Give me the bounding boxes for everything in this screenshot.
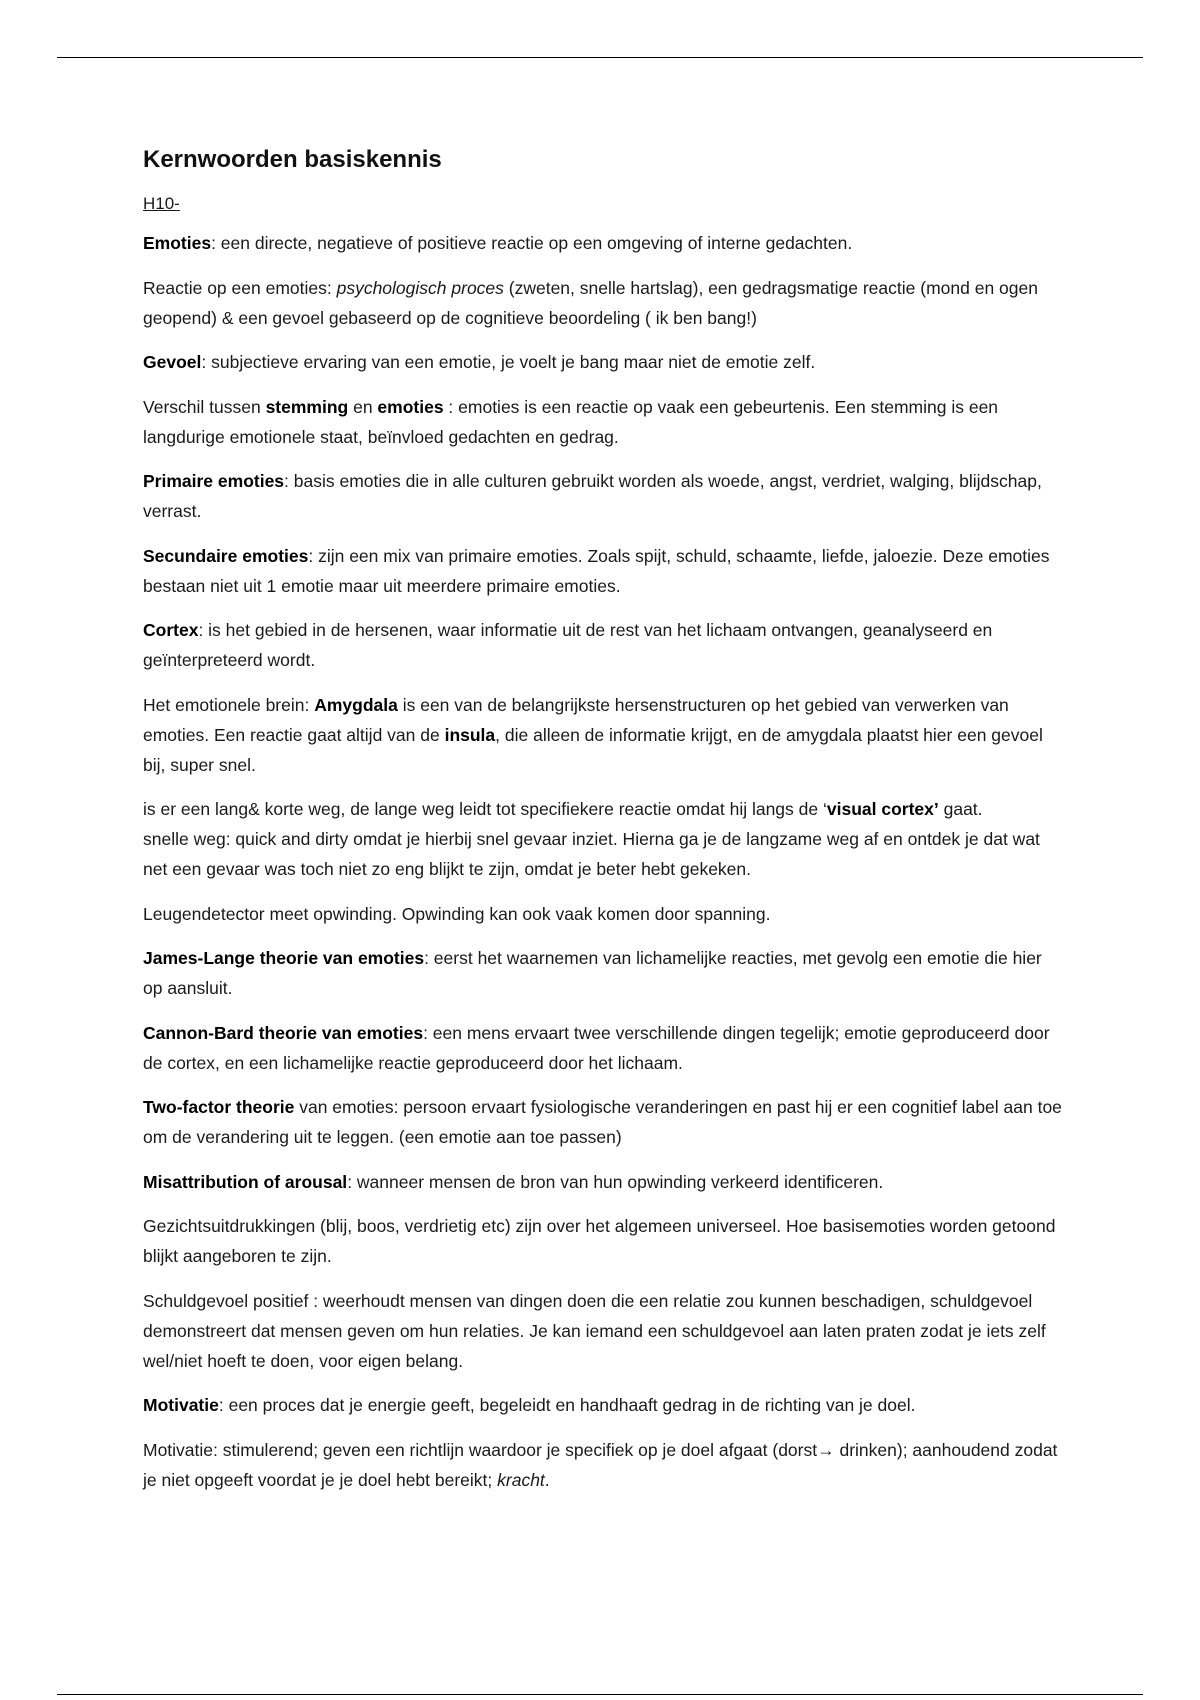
- paragraph-text: (zweten, snelle hartslag), een gedragsmatige reactie (mond en ogen geopend) & een gevoel gebaseerd op de cognitieve beoordeling ( ik ben bang!): [143, 277, 1038, 328]
- paragraph: [143, 228, 1063, 258]
- paragraph: [143, 1092, 1063, 1152]
- bold-term: Motivatie: [143, 1395, 219, 1415]
- paragraph: [143, 943, 1063, 1003]
- bold-term: insula: [444, 724, 496, 745]
- bold-term: Misattribution of arousal: [143, 1171, 348, 1192]
- paragraph-text: : emoties is een reactie op vaak een gebeurtenis. Een stemming is een langdurige emotionele staat, beïnvloed gedachten en gedrag.: [143, 396, 999, 447]
- bold-term: Gevoel: [143, 352, 202, 372]
- paragraph-text: van emoties: persoon ervaart fysiologische veranderingen en past hij er een cognitief label aan toe om de verandering uit te leggen. (een emotie aan toe passen): [143, 1097, 1062, 1147]
- paragraph: [143, 1167, 1063, 1197]
- paragraph-text: : zijn een mix van primaire emoties. Zoals spijt, schuld, schaamte, liefde, jaloezie. Deze emoties bestaan niet uit 1 emotie maar uit meerdere primaire emoties.: [143, 545, 1050, 596]
- chapter-label: H10-: [143, 194, 180, 213]
- paragraph: [143, 347, 1063, 377]
- bold-term: Emoties: [143, 233, 212, 253]
- bold-term: Secundaire emoties: [143, 545, 309, 566]
- paragraph: [143, 1435, 1063, 1495]
- document-body: [143, 144, 1063, 1509]
- bold-term: Two-factor theorie: [143, 1097, 295, 1117]
- paragraph-text: is een van de belangrijkste hersenstructuren op het gebied van verwerken van emoties. Een reactie gaat altijd van de: [143, 694, 1009, 745]
- paragraph: [143, 466, 1063, 526]
- paragraph-text: : wanneer mensen de bron van hun opwinding verkeerd identificeren.: [347, 1171, 884, 1192]
- paragraph-text: Het emotionele brein:: [143, 694, 315, 715]
- paragraph: [143, 690, 1063, 780]
- paragraph: [143, 824, 1063, 884]
- paragraph-list: [143, 228, 1063, 1495]
- bold-term: James-Lange theorie van emoties: [143, 948, 425, 968]
- page-top-rule: [57, 57, 1143, 58]
- bold-term: stemming: [265, 396, 349, 417]
- paragraph-text: , die alleen de informatie krijgt, en de amygdala plaatst hier een gevoel bij, super snel.: [143, 724, 1043, 775]
- paragraph-text: Leugendetector meet opwinding. Opwinding kan ook vaak komen door spanning.: [143, 903, 771, 924]
- paragraph-text: gaat.: [938, 799, 983, 819]
- bold-term: Cortex: [143, 620, 199, 640]
- bold-term: Primaire emoties: [143, 471, 285, 491]
- paragraph: [143, 1390, 1063, 1420]
- paragraph: [143, 1018, 1063, 1078]
- bold-term: Cannon-Bard theorie van emoties: [143, 1022, 424, 1043]
- paragraph-text: .: [544, 1469, 550, 1490]
- paragraph-text: : een mens ervaart twee verschillende dingen tegelijk; emotie geproduceerd door de cortex, en een lichamelijke reactie geproduceerd door het lichaam.: [143, 1022, 1050, 1073]
- paragraph: [143, 541, 1063, 601]
- bold-term: emoties: [377, 396, 444, 417]
- paragraph-text: : een proces dat je energie geeft, begeleidt en handhaaft gedrag in de richting van je doel.: [218, 1395, 916, 1415]
- paragraph-text: Verschil tussen: [143, 396, 266, 417]
- page-bottom-rule: [57, 1694, 1143, 1695]
- italic-text: psychologisch proces: [336, 277, 504, 298]
- paragraph-text: : basis emoties die in alle culturen gebruikt worden als woede, angst, verdriet, walging, blijdschap, verrast.: [143, 471, 1042, 521]
- paragraph: [143, 794, 1063, 824]
- paragraph: [143, 615, 1063, 675]
- paragraph-text: : subjectieve ervaring van een emotie, je voelt je bang maar niet de emotie zelf.: [201, 352, 816, 372]
- paragraph: [143, 392, 1063, 452]
- paragraph-text: en: [348, 396, 378, 417]
- paragraph: [143, 1211, 1063, 1271]
- document-title: Kernwoorden basiskennis: [143, 146, 442, 173]
- paragraph-text: Motivatie: stimulerend; geven een richtlijn waardoor je specifiek op je doel afgaat (dorst→ drinken); aanhoudend zodat je niet opgeeft voordat je je doel hebt bereikt;: [143, 1439, 1058, 1490]
- paragraph-text: is er een lang& korte weg, de lange weg leidt tot specifiekere reactie omdat hij langs de ‘: [143, 799, 827, 819]
- paragraph-text: Schuldgevoel positief : weerhoudt mensen van dingen doen die een relatie zou kunnen beschadigen, schuldgevoel demonstreert dat mensen geven om hun relaties. Je kan iemand een schuldgevoel aan laten praten zodat je iets zelf wel/niet hoeft te doen, voor eigen belang.: [143, 1290, 1046, 1371]
- paragraph-text: : eerst het waarnemen van lichamelijke reacties, met gevolg een emotie die hier op aansluit.: [143, 948, 1042, 998]
- paragraph-text: : een directe, negatieve of positieve reactie op een omgeving of interne gedachten.: [211, 233, 853, 253]
- paragraph-text: Reactie op een emoties:: [143, 277, 337, 298]
- paragraph-text: : is het gebied in de hersenen, waar informatie uit de rest van het lichaam ontvangen, geanalyseerd en geïnterpreteerd wordt.: [143, 620, 993, 670]
- bold-term: visual cortex’: [826, 799, 939, 819]
- paragraph-text: Gezichtsuitdrukkingen (blij, boos, verdrietig etc) zijn over het algemeen universeel. Hoe basisemoties worden getoond blijkt aangeboren te zijn.: [143, 1216, 1056, 1266]
- italic-text: kracht: [497, 1469, 545, 1490]
- paragraph: [143, 273, 1063, 333]
- paragraph: [143, 1286, 1063, 1376]
- paragraph: [143, 899, 1063, 929]
- paragraph-text: snelle weg: quick and dirty omdat je hierbij snel gevaar inziet. Hierna ga je de langzame weg af en ontdek je dat wat net een gevaar was toch niet zo eng blijkt te zijn, omdat je beter hebt gekeken.: [143, 829, 1040, 879]
- bold-term: Amygdala: [314, 694, 398, 715]
